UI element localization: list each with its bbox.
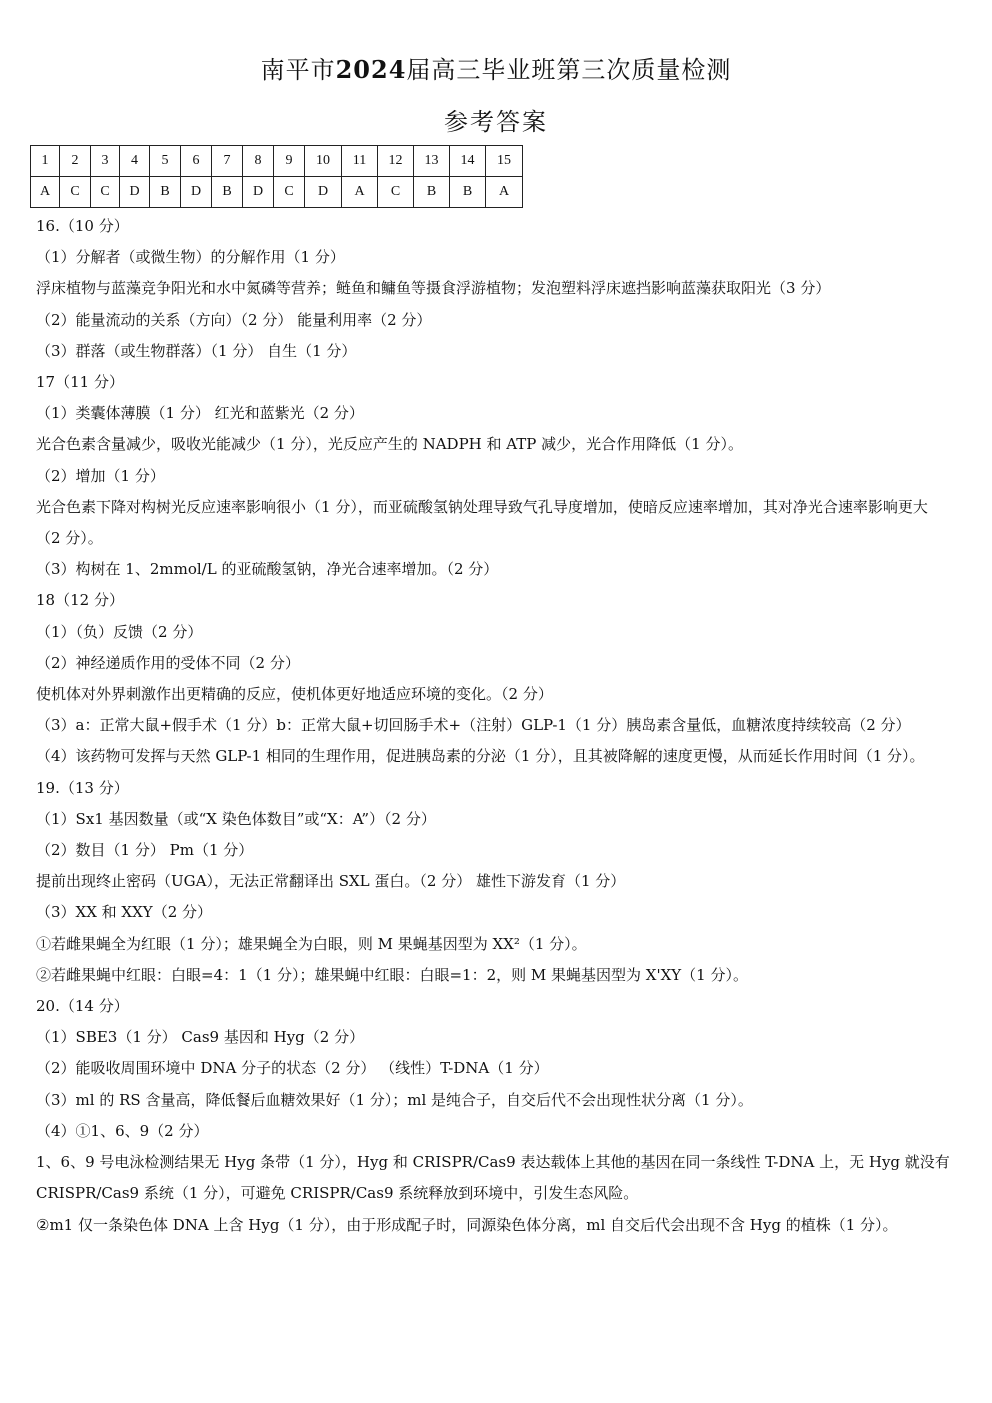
answer-cell: A	[342, 177, 378, 208]
answer-line: （2）能量流动的关系（方向）（2 分） 能量利用率（2 分）	[36, 310, 432, 329]
answer-cell: C	[91, 177, 120, 208]
answer-line: （3）XX 和 XXY（2 分）	[36, 903, 213, 922]
answer-line: （1）（负）反馈（2 分）	[36, 622, 203, 641]
page-subtitle: 参考答案	[444, 108, 548, 136]
answer-cell: B	[450, 177, 486, 208]
answer-table	[30, 145, 523, 208]
answer-line: （1）分解者（或微生物）的分解作用（1 分）	[36, 248, 345, 267]
question-number: 11	[342, 146, 378, 177]
title-year: 2024	[335, 55, 407, 84]
answer-paragraph: （4）该药物可发挥与天然 GLP-1 相同的生理作用，促进胰岛素的分泌（1 分），且其被降解的速度更慢，从而延长作用时间（1 分）。	[36, 747, 925, 766]
answer-line: （2）神经递质作用的受体不同（2 分）	[36, 653, 300, 672]
question-number: 9	[274, 146, 305, 177]
answer-line: （2）增加（1 分）	[36, 466, 165, 485]
answer-line: （3）群落（或生物群落）（1 分） 自生（1 分）	[36, 341, 357, 360]
answer-cell: D	[181, 177, 212, 208]
answer-line: （2）能吸收周围环境中 DNA 分子的状态（2 分） （线性）T-DNA（1 分）	[36, 1059, 549, 1078]
answer-cell: D	[243, 177, 274, 208]
answer-cell: D	[305, 177, 342, 208]
answer-paragraph: ②m1 仅一条染色体 DNA 上含 Hyg（1 分），由于形成配子时，同源染色体分离，ml 自交后代会出现不含 Hyg 的植株（1 分）。	[36, 1215, 898, 1234]
section-heading-18: 18（12 分）	[36, 591, 124, 610]
question-number: 2	[60, 146, 91, 177]
answer-paragraph: （3）a：正常大鼠+假手术（1 分）b：正常大鼠+切回肠手术+（注射）GLP-1（1 分）胰岛素含量低，血糖浓度持续较高（2 分）	[36, 716, 911, 735]
answer-cell: C	[60, 177, 91, 208]
answer-cell: B	[150, 177, 181, 208]
section-heading-19: 19.（13 分）	[36, 778, 129, 797]
question-number: 1	[31, 146, 60, 177]
answer-content	[36, 211, 952, 1241]
question-number: 12	[378, 146, 414, 177]
answer-line: （1）类囊体薄膜（1 分） 红光和蓝紫光（2 分）	[36, 404, 364, 423]
answer-paragraph: 光合色素下降对构树光反应速率影响很小（1 分），而亚硫酸氢钠处理导致气孔导度增加，使暗反应速率增加，其对净光合速率影响更大（2 分）。	[36, 497, 928, 548]
question-number: 6	[181, 146, 212, 177]
answer-line: 使机体对外界刺激作出更精确的反应，使机体更好地适应环境的变化。（2 分）	[36, 685, 553, 704]
answer-line: （1）SBE3（1 分） Cas9 基因和 Hyg（2 分）	[36, 1028, 365, 1047]
answer-line: 光合色素含量减少，吸收光能减少（1 分），光反应产生的 NADPH 和 ATP 减少，光合作用降低（1 分）。	[36, 435, 743, 454]
answer-line: （3）构树在 1、2mmol/L 的亚硫酸氢钠，净光合速率增加。（2 分）	[36, 560, 499, 579]
answer-table-number-row	[31, 146, 523, 177]
section-heading-20: 20.（14 分）	[36, 997, 129, 1016]
question-number: 13	[414, 146, 450, 177]
answer-line: （3）ml 的 RS 含量高，降低餐后血糖效果好（1 分）；ml 是纯合子，自交后代不会出现性状分离（1 分）。	[36, 1090, 753, 1109]
section-heading-17: 17（11 分）	[36, 373, 124, 392]
answer-paragraph: 1、6、9 号电泳检测结果无 Hyg 条带（1 分），Hyg 和 CRISPR/Cas9 表达载体上其他的基因在同一条线性 T-DNA 上，无 Hyg 就没有 CRISPR/Cas9 系统（1 分），可避免 CRISPR/Cas9 系统释放到环境中，引发生态风险。	[36, 1153, 950, 1203]
answer-cell: D	[120, 177, 150, 208]
question-number: 8	[243, 146, 274, 177]
answer-table-answer-row	[31, 177, 523, 208]
answer-cell: B	[212, 177, 243, 208]
question-number: 15	[486, 146, 523, 177]
question-number: 3	[91, 146, 120, 177]
title-suffix: 届高三毕业班第三次质量检测	[406, 56, 732, 84]
answer-line: （4）①1、6、9（2 分）	[36, 1121, 209, 1140]
answer-line: 提前出现终止密码（UGA），无法正常翻译出 SXL 蛋白。（2 分） 雄性下游发育（1 分）	[36, 872, 626, 891]
answer-line: ①若雌果蝇全为红眼（1 分）；雄果蝇全为白眼，则 M 果蝇基因型为 XX²（1 分）。	[36, 934, 587, 953]
section-heading-16: 16.（10 分）	[36, 217, 129, 235]
answer-cell: A	[486, 177, 523, 208]
question-number: 7	[212, 146, 243, 177]
answer-line: （2）数目（1 分） Pm（1 分）	[36, 841, 254, 860]
question-number: 5	[150, 146, 181, 177]
answer-line: 浮床植物与蓝藻竞争阳光和水中氮磷等营养；鲢鱼和鳙鱼等摄食浮游植物；发泡塑料浮床遮挡影响蓝藻获取阳光（3 分）	[36, 279, 831, 298]
answer-cell: B	[414, 177, 450, 208]
answer-cell: A	[31, 177, 60, 208]
title-prefix: 南平市	[260, 56, 336, 84]
answer-cell: C	[274, 177, 305, 208]
question-number: 14	[450, 146, 486, 177]
question-number: 10	[305, 146, 342, 177]
answer-cell: C	[378, 177, 414, 208]
page-title	[0, 50, 992, 85]
question-number: 4	[120, 146, 150, 177]
answer-line: ②若雌果蝇中红眼：白眼=4：1（1 分）；雄果蝇中红眼：白眼=1：2，则 M 果蝇基因型为 X'XY（1 分）。	[36, 965, 748, 984]
answer-line: （1）Sx1 基因数量（或“X 染色体数目”或“X：A”）（2 分）	[36, 809, 436, 828]
